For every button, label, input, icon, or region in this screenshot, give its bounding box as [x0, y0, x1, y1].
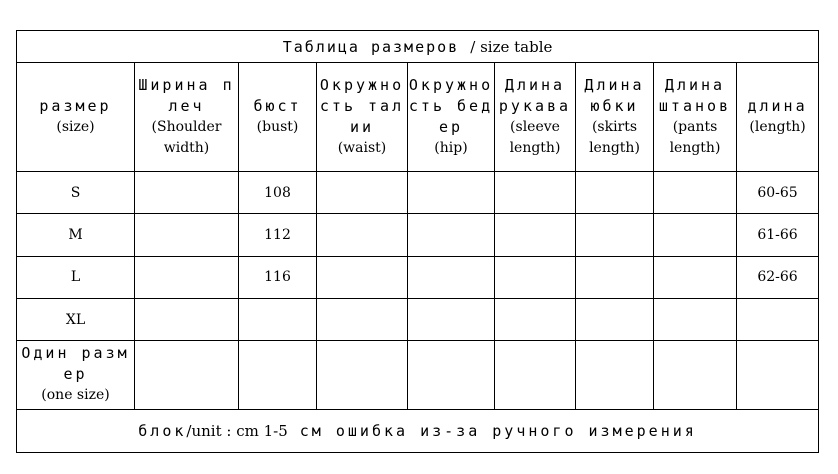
header-hip-ru: Окружность бедер	[408, 76, 494, 137]
cell-waist	[317, 171, 408, 213]
header-sleeve-ru: Длина рукава	[498, 76, 572, 116]
cell-length: 60-65	[737, 171, 819, 213]
header-size-ru: размер	[39, 97, 112, 116]
header-length	[737, 63, 819, 172]
cell-empty	[317, 341, 408, 409]
header-length-en: (length)	[749, 119, 806, 136]
header-size	[17, 63, 135, 172]
cell-skirt	[576, 256, 654, 298]
table-title-ru: Таблица размеров	[282, 37, 460, 56]
cell-pants	[654, 214, 737, 256]
header-bust-ru: бюст	[253, 97, 302, 116]
header-waist-en: (waist)	[337, 140, 387, 157]
header-shoulder	[135, 63, 239, 172]
header-bust	[239, 63, 317, 172]
table-footer	[17, 409, 819, 452]
footer-en: /unit : cm 1-5	[186, 421, 288, 440]
cell-empty	[576, 341, 654, 409]
table-row	[17, 214, 819, 256]
cell-bust: 108	[239, 171, 317, 213]
cell-hip	[408, 214, 495, 256]
table-row	[17, 256, 819, 298]
cell-empty	[239, 341, 317, 409]
header-hip	[408, 63, 495, 172]
table-row	[17, 171, 819, 213]
cell-shoulder	[135, 171, 239, 213]
cell-size: L	[17, 256, 135, 298]
cell-empty	[135, 341, 239, 409]
table-title-en: / size table	[470, 37, 553, 56]
table-row	[17, 341, 819, 409]
header-size-en: (size)	[56, 119, 95, 136]
cell-empty	[408, 341, 495, 409]
cell-pants	[654, 171, 737, 213]
header-shoulder-en: (Shoulder width)	[151, 119, 222, 157]
cell-sleeve	[495, 256, 576, 298]
header-hip-en: (hip)	[434, 140, 468, 157]
cell-empty	[737, 341, 819, 409]
one-size-en: (one size)	[41, 387, 110, 404]
cell-skirt	[576, 171, 654, 213]
cell-shoulder	[135, 214, 239, 256]
cell-sleeve	[495, 298, 576, 340]
cell-shoulder	[135, 298, 239, 340]
cell-size: S	[17, 171, 135, 213]
cell-waist	[317, 256, 408, 298]
cell-bust: 112	[239, 214, 317, 256]
cell-length: 61-66	[737, 214, 819, 256]
cell-empty	[654, 341, 737, 409]
cell-sleeve	[495, 171, 576, 213]
cell-bust: 116	[239, 256, 317, 298]
footer-ru-1: блок	[138, 421, 187, 440]
cell-size: XL	[17, 298, 135, 340]
table-title	[17, 31, 819, 63]
header-bust-en: (bust)	[256, 119, 299, 136]
cell-bust	[239, 298, 317, 340]
cell-length: 62-66	[737, 256, 819, 298]
cell-empty	[495, 341, 576, 409]
header-pants-en: (pants length)	[669, 119, 721, 157]
cell-size: M	[17, 214, 135, 256]
cell-pants	[654, 256, 737, 298]
cell-waist	[317, 298, 408, 340]
header-skirt	[576, 63, 654, 172]
cell-length	[737, 298, 819, 340]
cell-skirt	[576, 298, 654, 340]
one-size-ru: Один размер	[21, 344, 130, 384]
cell-hip	[408, 298, 495, 340]
cell-hip	[408, 171, 495, 213]
header-waist	[317, 63, 408, 172]
cell-skirt	[576, 214, 654, 256]
cell-shoulder	[135, 256, 239, 298]
header-skirt-ru: Длина юбки	[584, 76, 645, 116]
cell-pants	[654, 298, 737, 340]
cell-waist	[317, 214, 408, 256]
size-table	[16, 30, 819, 453]
cell-one-size	[17, 341, 135, 409]
footer-ru-2: см ошибка из-за ручного измерения	[299, 421, 697, 440]
header-shoulder-ru: Ширина плеч	[138, 76, 235, 116]
header-sleeve-en: (sleeve length)	[509, 119, 561, 157]
header-length-ru: длина	[747, 97, 808, 116]
cell-sleeve	[495, 214, 576, 256]
header-row	[17, 63, 819, 172]
header-skirt-en: (skirts length)	[589, 119, 640, 157]
header-pants-ru: Длина штанов	[658, 76, 732, 116]
cell-hip	[408, 256, 495, 298]
table-row	[17, 298, 819, 340]
header-pants	[654, 63, 737, 172]
header-waist-ru: Окружность талии	[319, 76, 405, 137]
header-sleeve	[495, 63, 576, 172]
